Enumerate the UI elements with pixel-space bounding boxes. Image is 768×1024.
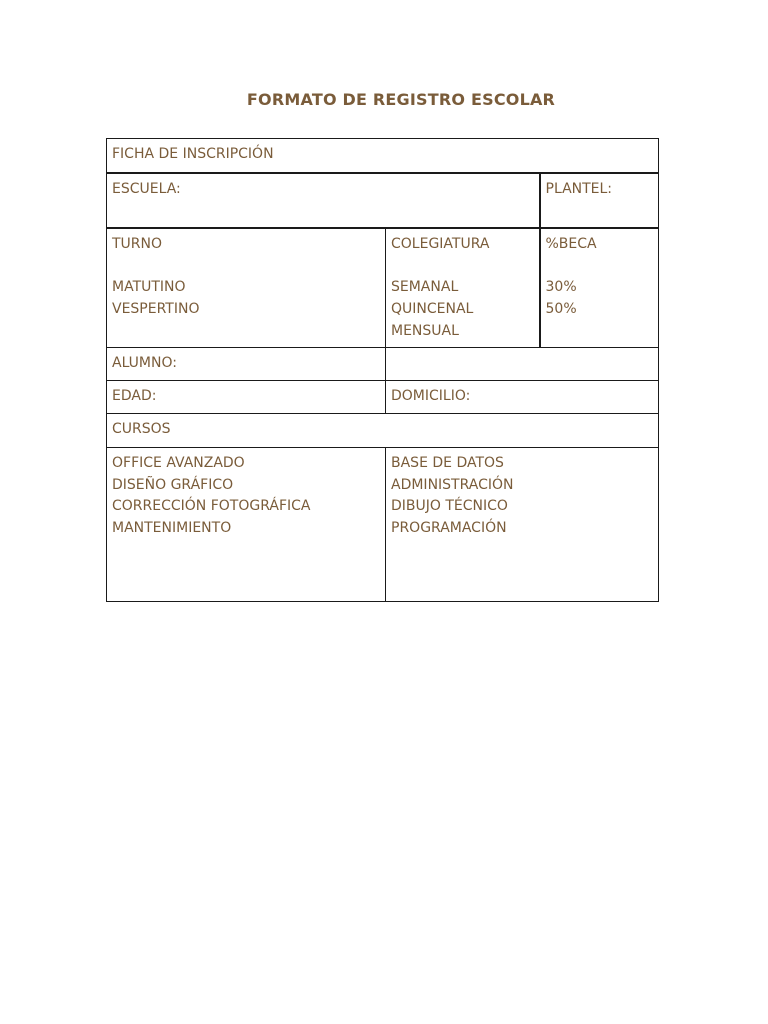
cursos-header-row (107, 414, 659, 448)
form-header-cell (107, 139, 659, 173)
curso-item[interactable]: MANTENIMIENTO (112, 520, 232, 537)
cursos-left-cell (107, 448, 386, 602)
cursos-right-cell (386, 448, 659, 602)
turno-label: TURNO (112, 235, 163, 252)
colegiatura-option[interactable]: QUINCENAL (391, 300, 474, 317)
beca-option[interactable]: 50% (545, 300, 577, 317)
plantel-label: PLANTEL: (545, 180, 613, 197)
escuela-field[interactable] (107, 173, 540, 228)
colegiatura-label: COLEGIATURA (391, 235, 490, 252)
turno-cell (107, 228, 386, 348)
cursos-label: CURSOS (112, 421, 171, 437)
document-title: FORMATO DE REGISTRO ESCOLAR (246, 90, 556, 109)
curso-item[interactable]: CORRECCIÓN FOTOGRÁFICA (112, 498, 311, 515)
plantel-field[interactable] (540, 173, 659, 228)
form-header-row (107, 139, 659, 173)
turno-option[interactable]: VESPERTINO (112, 300, 200, 317)
school-row (107, 173, 659, 228)
curso-item[interactable]: DISEÑO GRÁFICO (112, 476, 234, 493)
colegiatura-option[interactable]: SEMANAL (391, 279, 459, 296)
escuela-label: ESCUELA: (112, 180, 181, 197)
edad-label: EDAD: (112, 388, 157, 404)
domicilio-label: DOMICILIO: (391, 388, 471, 404)
cursos-list-row (107, 448, 659, 602)
alumno-row (107, 348, 659, 381)
turno-option[interactable]: MATUTINO (112, 279, 186, 296)
beca-cell (540, 228, 659, 348)
options-row (107, 228, 659, 348)
alumno-field[interactable] (386, 348, 659, 381)
edad-domicilio-row (107, 381, 659, 414)
curso-item[interactable]: PROGRAMACIÓN (391, 520, 507, 537)
alumno-label-cell (107, 348, 386, 381)
edad-field[interactable] (107, 381, 386, 414)
beca-option[interactable]: 30% (545, 279, 577, 296)
curso-item[interactable]: ADMINISTRACIÓN (391, 476, 514, 493)
registration-form-table (106, 138, 659, 602)
alumno-label: ALUMNO: (112, 355, 177, 371)
colegiatura-cell (386, 228, 540, 348)
curso-item[interactable]: BASE DE DATOS (391, 455, 504, 471)
cursos-header-cell (107, 414, 659, 448)
form-header: FICHA DE INSCRIPCIÓN (112, 146, 274, 162)
beca-label: %BECA (545, 235, 597, 252)
curso-item[interactable]: DIBUJO TÉCNICO (391, 498, 508, 515)
domicilio-field[interactable] (386, 381, 659, 414)
curso-item[interactable]: OFFICE AVANZADO (112, 455, 245, 471)
colegiatura-option[interactable]: MENSUAL (391, 322, 459, 339)
